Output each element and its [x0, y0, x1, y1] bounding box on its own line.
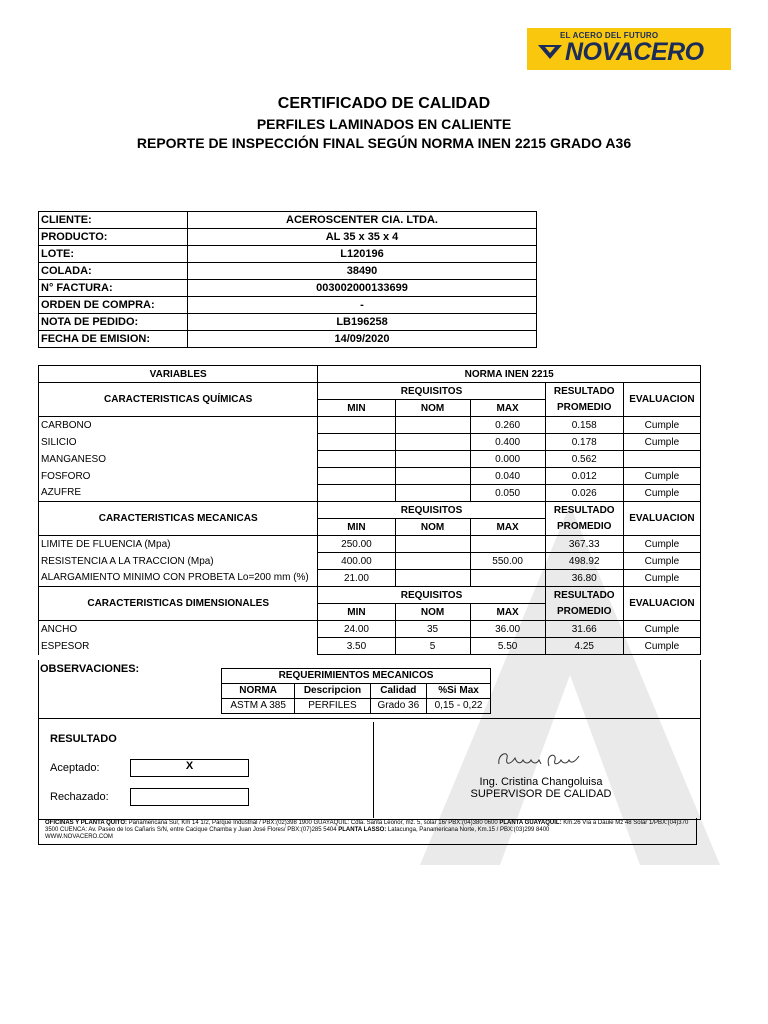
min-value: 24.00 — [318, 621, 395, 638]
req-header-norma: NORMA — [222, 684, 295, 699]
signer-role: SUPERVISOR DE CALIDAD — [470, 788, 612, 800]
nom-value — [395, 485, 470, 502]
promedio-value: 0.158 — [545, 417, 623, 434]
nom-value — [395, 434, 470, 451]
evaluacion-value: Cumple — [623, 638, 700, 655]
table-row — [39, 638, 701, 655]
min-value: 21.00 — [318, 570, 395, 587]
document-title: CERTIFICADO DE CALIDAD — [277, 95, 491, 112]
variable-name: MANGANESO — [39, 451, 318, 468]
variable-name: ANCHO — [39, 621, 318, 638]
resultado-header: RESULTADO — [545, 587, 623, 604]
max-value: 0.050 — [470, 485, 545, 502]
min-value: 400.00 — [318, 553, 395, 570]
min-value — [318, 451, 395, 468]
info-value: 003002000133699 — [188, 280, 537, 297]
max-value: 0.040 — [470, 468, 545, 485]
logo-mark-icon — [538, 45, 562, 59]
info-row — [39, 246, 537, 263]
promedio-value: 498.92 — [545, 553, 623, 570]
info-value: 38490 — [188, 263, 537, 280]
nom-value — [395, 553, 470, 570]
info-row — [39, 297, 537, 314]
promedio-value: 0.178 — [545, 434, 623, 451]
signer-name: Ing. Cristina Changoluisa — [479, 776, 603, 788]
evaluacion-header: EVALUACION — [623, 587, 700, 621]
req-header-descripcion: Descripcion — [295, 684, 370, 699]
document-subtitle-1: PERFILES LAMINADOS EN CALIENTE — [256, 116, 512, 132]
max-header: MAX — [470, 604, 545, 621]
info-key: NOTA DE PEDIDO: — [39, 314, 188, 331]
promedio-header: PROMEDIO — [545, 519, 623, 536]
max-value — [470, 536, 545, 553]
resultado-header: RESULTADO — [545, 383, 623, 400]
max-value: 0.260 — [470, 417, 545, 434]
requisitos-header: REQUISITOS — [318, 383, 545, 400]
norma-header: NORMA INEN 2215 — [318, 366, 701, 383]
min-header: MIN — [318, 604, 395, 621]
section-title-quimicas: CARACTERISTICAS QUÍMICAS — [39, 383, 318, 417]
evaluacion-header: EVALUACION — [623, 383, 700, 417]
req-norma-value: ASTM A 385 — [222, 699, 295, 714]
promedio-value: 31.66 — [545, 621, 623, 638]
promedio-value: 0.562 — [545, 451, 623, 468]
signer-block — [461, 776, 621, 800]
info-key: ORDEN DE COMPRA: — [39, 297, 188, 314]
variable-name: ALARGAMIENTO MINIMO CON PROBETA Lo=200 mm (%) — [39, 570, 318, 587]
table-row — [39, 434, 701, 451]
footer-contacts — [38, 818, 697, 845]
req-calidad-value: Grado 36 — [370, 699, 426, 714]
evaluacion-value: Cumple — [623, 434, 700, 451]
min-value: 3.50 — [318, 638, 395, 655]
promedio-value: 36.80 — [545, 570, 623, 587]
requisitos-header: REQUISITOS — [318, 502, 545, 519]
resultado-header: RESULTADO — [545, 502, 623, 519]
evaluacion-value: Cumple — [623, 536, 700, 553]
req-header-calidad: Calidad — [370, 684, 426, 699]
variable-name: RESISTENCIA A LA TRACCION (Mpa) — [39, 553, 318, 570]
logo-name: NOVACERO — [565, 38, 704, 66]
info-value: 14/09/2020 — [188, 331, 537, 348]
nom-value — [395, 536, 470, 553]
aceptado-box[interactable]: X — [130, 759, 249, 777]
table-row — [39, 468, 701, 485]
footer-lasso-label: PLANTA LASSO: — [338, 827, 387, 833]
variable-name: FOSFORO — [39, 468, 318, 485]
section-title-mecanicas: CARACTERISTICAS MECANICAS — [39, 502, 318, 536]
table-row — [39, 621, 701, 638]
promedio-value: 0.012 — [545, 468, 623, 485]
nom-value — [395, 451, 470, 468]
info-row — [39, 263, 537, 280]
nom-header: NOM — [395, 604, 470, 621]
table-row — [39, 417, 701, 434]
novacero-logo — [527, 28, 731, 70]
table-row — [39, 570, 701, 587]
table-row — [39, 553, 701, 570]
req-descripcion-value: PERFILES — [295, 699, 370, 714]
info-key: CLIENTE: — [39, 212, 188, 229]
resultado-divider — [373, 722, 374, 818]
promedio-value: 4.25 — [545, 638, 623, 655]
max-value: 36.00 — [470, 621, 545, 638]
table-row — [39, 536, 701, 553]
promedio-value: 0.026 — [545, 485, 623, 502]
max-value — [470, 570, 545, 587]
footer-guayaquil-text: Km.26 Vía a Daule Mz 48 Solar 1/PBX:(04)370 3500 CUENCA: Av. Paseo de los Cañaris S/N, entre Cacique Chamba y Juan José Flores/ PBX:(07)285 5404 — [45, 820, 689, 833]
min-value — [318, 468, 395, 485]
observaciones-title: OBSERVACIONES: — [40, 663, 140, 675]
nom-header: NOM — [395, 519, 470, 536]
signature-image — [495, 746, 585, 774]
min-value — [318, 485, 395, 502]
nom-value — [395, 417, 470, 434]
table-row — [39, 485, 701, 502]
info-value: LB196258 — [188, 314, 537, 331]
section-title-dimensionales: CARACTERISTICAS DIMENSIONALES — [39, 587, 318, 621]
table-row — [39, 451, 701, 468]
info-value: AL 35 x 35 x 4 — [188, 229, 537, 246]
variables-header: VARIABLES — [39, 366, 318, 383]
info-key: LOTE: — [39, 246, 188, 263]
footer-website[interactable]: WWW.NOVACERO.COM — [45, 834, 113, 840]
promedio-header: PROMEDIO — [545, 400, 623, 417]
max-value: 550.00 — [470, 553, 545, 570]
logo-tagline: EL ACERO DEL FUTURO — [560, 31, 659, 40]
max-value: 0.000 — [470, 451, 545, 468]
min-header: MIN — [318, 519, 395, 536]
variable-name: SILICIO — [39, 434, 318, 451]
info-row — [39, 331, 537, 348]
evaluacion-value: Cumple — [623, 570, 700, 587]
info-table — [38, 211, 537, 348]
info-key: PRODUCTO: — [39, 229, 188, 246]
min-value: 250.00 — [318, 536, 395, 553]
promedio-value: 367.33 — [545, 536, 623, 553]
evaluacion-value: Cumple — [623, 621, 700, 638]
min-value — [318, 417, 395, 434]
info-row — [39, 280, 537, 297]
rechazado-box[interactable] — [130, 788, 249, 806]
nom-value — [395, 570, 470, 587]
variable-name: AZUFRE — [39, 485, 318, 502]
rechazado-label: Rechazado: — [50, 791, 109, 803]
evaluacion-value: Cumple — [623, 553, 700, 570]
evaluacion-value: Cumple — [623, 468, 700, 485]
nom-header: NOM — [395, 400, 470, 417]
info-row — [39, 212, 537, 229]
aceptado-label: Aceptado: — [50, 762, 100, 774]
evaluacion-value — [623, 451, 700, 468]
variable-name: ESPESOR — [39, 638, 318, 655]
req-header-si-max: %Si Max — [427, 684, 491, 699]
info-key: COLADA: — [39, 263, 188, 280]
inspection-table — [38, 365, 701, 655]
info-row — [39, 229, 537, 246]
max-header: MAX — [470, 519, 545, 536]
min-header: MIN — [318, 400, 395, 417]
evaluacion-value: Cumple — [623, 485, 700, 502]
document-subtitle-2: REPORTE DE INSPECCIÓN FINAL SEGÚN NORMA INEN 2215 GRADO A36 — [136, 135, 632, 151]
info-key: FECHA DE EMISION: — [39, 331, 188, 348]
req-si-max-value: 0,15 - 0,22 — [427, 699, 491, 714]
footer-quito-text: Panamericana Sur, Km 14 1/2, Parque Industrial / PBX:(02)398 1900 GUAYAQUIL: Cdla. Santa Leonor, mz. 5, solar 16/ PBX:(04)380 0600 — [127, 820, 500, 826]
info-row — [39, 314, 537, 331]
max-header: MAX — [470, 400, 545, 417]
info-value: - — [188, 297, 537, 314]
nom-value — [395, 468, 470, 485]
info-key: N° FACTURA: — [39, 280, 188, 297]
max-value: 0.400 — [470, 434, 545, 451]
variable-name: LIMITE DE FLUENCIA (Mpa) — [39, 536, 318, 553]
promedio-header: PROMEDIO — [545, 604, 623, 621]
requerimientos-table — [221, 668, 491, 714]
info-value: ACEROSCENTER CIA. LTDA. — [188, 212, 537, 229]
resultado-title: RESULTADO — [50, 733, 117, 745]
requisitos-header: REQUISITOS — [318, 587, 545, 604]
footer-quito-label: OFICINAS Y PLANTA QUITO: — [45, 820, 128, 826]
footer-lasso-text: Latacunga, Panamericana Norte, Km.15 / PBX:(03)299 8400 — [386, 827, 550, 833]
nom-value: 35 — [395, 621, 470, 638]
evaluacion-header: EVALUACION — [623, 502, 700, 536]
evaluacion-value: Cumple — [623, 417, 700, 434]
info-value: L120196 — [188, 246, 537, 263]
footer-guayaquil-label: PLANTA GUAYAQUIL: — [499, 820, 562, 826]
max-value: 5.50 — [470, 638, 545, 655]
variable-name: CARBONO — [39, 417, 318, 434]
nom-value: 5 — [395, 638, 470, 655]
min-value — [318, 434, 395, 451]
requerimientos-title: REQUERIMIENTOS MECANICOS — [222, 669, 491, 684]
